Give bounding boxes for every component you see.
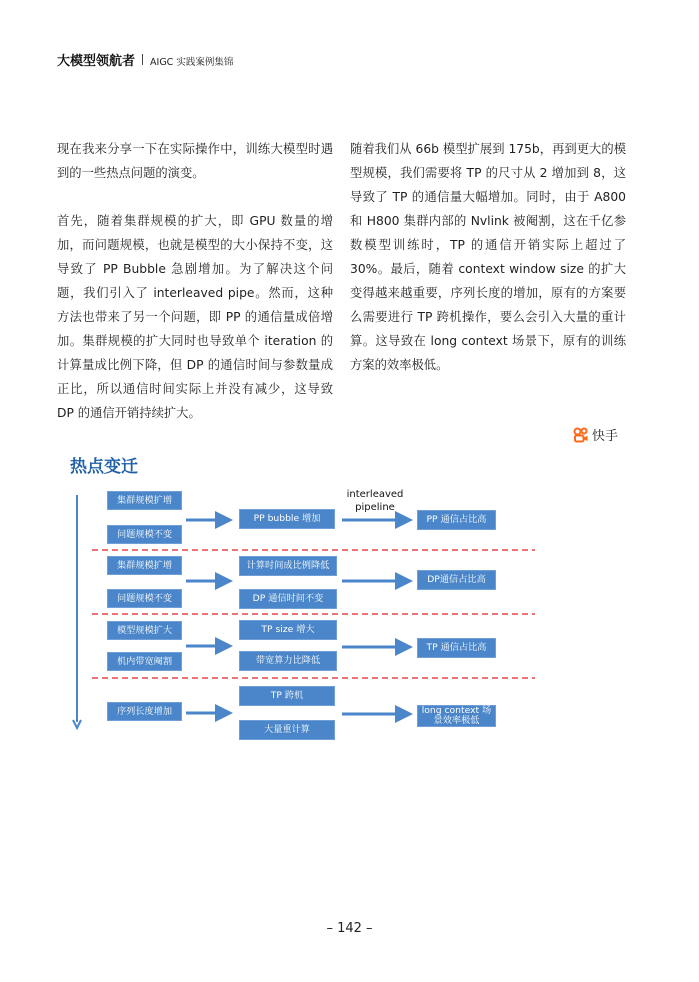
- left-paragraph-2: 首先，随着集群规模的扩大，即 GPU 数量的增加，而问题规模，也就是模型的大小保持不变，这导致了 PP Bubble 急剧增加。为了解决这个问题，我们引入了 interleaved pipe。然而，这种方法也带来了另一个问题，即 PP 的通信量成倍增加。集群规模的扩大同时也导致单个 iteration 的计算量成比例下降，但 DP 的通信时间与参数量成正比，所以通信时间实际上并没有减少，这导致 DP 的通信开销持续扩大。: [57, 214, 333, 420]
- left-column: [57, 137, 333, 425]
- box-r3-bandwidth-compute-ratio-drop: 带宽算力比降低: [239, 651, 337, 671]
- box-r1-pp-bubble-increase: PP bubble 增加: [239, 509, 335, 529]
- right-paragraph-1: 随着我们从 66b 模型扩展到 175b，再到更大的模型规模，我们需要将 TP 的尺寸从 2 增加到 8，这导致了 TP 的通信量大幅增加。同时，由于 A800 和 H800 集群内部的 Nvlink 被阉割，这在千亿参数模型训练时，TP 的通信开销实际上超过了 30%。最后，随着 context window size 的扩大变得越来越重要，序列长度的增加，原有的方案要么需要进行 TP 跨机操作，要么会引入大量的重计算。这导致在 long context 场景下，原有的训练方案的效率极低。: [350, 142, 626, 372]
- kuaishou-logo-icon: [573, 427, 589, 443]
- box-r4-heavy-recompute: 大量重计算: [239, 720, 335, 740]
- box-r2-dp-comm-high: DP通信占比高: [417, 570, 496, 590]
- box-r3-tp-comm-high: TP 通信占比高: [417, 638, 496, 658]
- box-r4-tp-cross-node: TP 跨机: [239, 686, 335, 706]
- right-column: [350, 137, 626, 377]
- logo-text: 快手: [592, 429, 619, 444]
- box-r3-tp-size-increase: TP size 增大: [239, 620, 337, 640]
- box-r3-intra-node-bandwidth-cut: 机内带宽阉割: [107, 652, 182, 671]
- box-r1-problem-size-unchanged: 问题规模不变: [107, 525, 182, 544]
- label-interleaved-pipeline: interleaved pipeline: [346, 489, 404, 513]
- box-r4-long-context-low-efficiency: long context 场景效率极低: [417, 705, 496, 727]
- box-r2-dp-comm-time-unchanged: DP 通信时间不变: [239, 589, 337, 609]
- header-divider: [142, 54, 143, 65]
- running-header: [57, 50, 233, 69]
- box-r1-pp-comm-high: PP 通信占比高: [417, 510, 496, 530]
- header-brand: 大模型领航者: [57, 54, 136, 69]
- diagram-title: 热点变迁: [70, 457, 138, 477]
- box-r3-model-scale-up: 模型规模扩大: [107, 621, 182, 640]
- box-r1-cluster-scale-up: 集群规模扩增: [107, 491, 182, 510]
- box-r2-compute-time-decrease: 计算时间成比例降低: [239, 556, 337, 576]
- left-paragraph-1: 现在我来分享一下在实际操作中，训练大模型时遇到的一些热点问题的演变。: [57, 142, 333, 180]
- kuaishou-logo: [573, 425, 618, 444]
- header-subtitle: AIGC 实践案例集锦: [150, 57, 234, 68]
- box-r4-sequence-length-increase: 序列长度增加: [107, 702, 182, 721]
- page-number: – 142 –: [326, 921, 373, 936]
- box-r2-cluster-scale-up: 集群规模扩增: [107, 556, 182, 575]
- box-r2-problem-size-unchanged: 问题规模不变: [107, 589, 182, 608]
